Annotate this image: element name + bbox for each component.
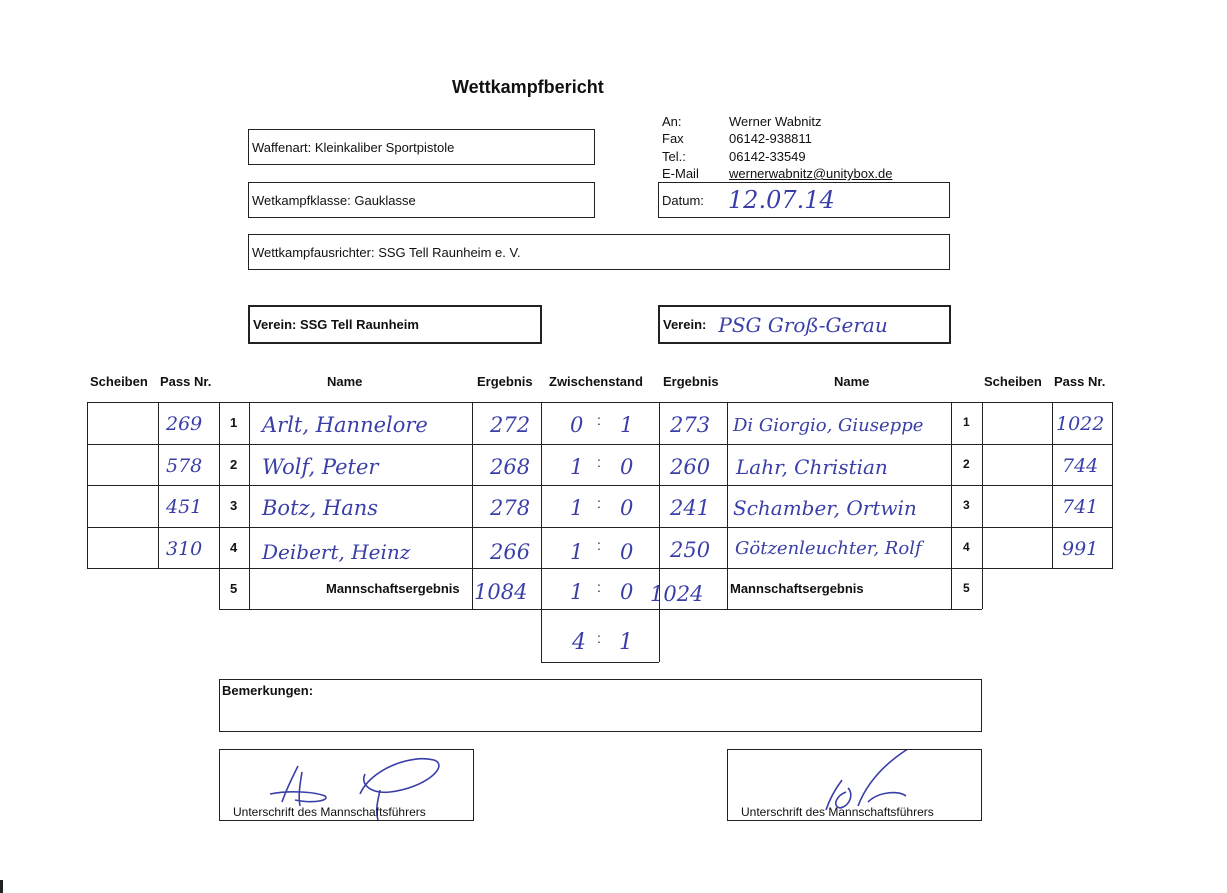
team-ergebnis-left: 1084 bbox=[474, 580, 528, 604]
grid-line bbox=[541, 662, 659, 663]
zwischenstand-left: 0 bbox=[570, 413, 584, 437]
ergebnis-left: 268 bbox=[490, 455, 531, 479]
header-scheiben-left: Scheiben bbox=[90, 374, 148, 389]
ergebnis-right: 273 bbox=[670, 413, 711, 437]
header-pass-left: Pass Nr. bbox=[160, 374, 212, 389]
grid-line bbox=[659, 402, 660, 662]
waffenart-text: Waffenart: Kleinkaliber Sportpistole bbox=[252, 139, 455, 155]
ausrichter-field bbox=[248, 234, 950, 270]
name-right: Di Giorgio, Giuseppe bbox=[733, 415, 924, 436]
grid-line bbox=[87, 402, 1113, 403]
klasse-field bbox=[248, 182, 595, 218]
zwischenstand-right: 0 bbox=[620, 496, 634, 520]
name-right: Götzenleuchter, Rolf bbox=[735, 538, 922, 559]
zwischenstand-right: 1 bbox=[620, 413, 634, 437]
team-zwischenstand-right: 0 bbox=[620, 580, 634, 604]
bemerkungen-label: Bemerkungen: bbox=[222, 683, 314, 698]
ergebnis-left: 266 bbox=[490, 540, 531, 564]
team-row-number: 5 bbox=[230, 581, 238, 596]
fax-label: Fax bbox=[662, 131, 684, 146]
team-label-right: Mannschaftsergebnis bbox=[730, 581, 864, 596]
header-name-right: Name bbox=[834, 374, 870, 389]
grid-line bbox=[158, 402, 159, 568]
verein-left-box bbox=[248, 305, 542, 344]
klasse-text: Wetkampfklasse: Gauklasse bbox=[252, 192, 416, 208]
ergebnis-left: 272 bbox=[490, 413, 531, 437]
ausrichter-text: Wettkampfausrichter: SSG Tell Raunheim e. V. bbox=[252, 244, 521, 260]
row-number-right: 2 bbox=[963, 457, 970, 471]
zwischenstand-right: 0 bbox=[620, 540, 634, 564]
team-zwischenstand-left: 1 bbox=[570, 580, 584, 604]
ergebnis-right: 241 bbox=[670, 496, 711, 520]
team-row-number-right: 5 bbox=[963, 581, 970, 595]
grid-line bbox=[87, 485, 1113, 486]
pass-right: 744 bbox=[1062, 455, 1099, 477]
pass-left: 451 bbox=[166, 496, 203, 518]
bemerkungen-box bbox=[219, 679, 982, 732]
grid-line bbox=[541, 402, 542, 662]
tel-label: Tel.: bbox=[662, 149, 686, 164]
name-right: Schamber, Ortwin bbox=[733, 496, 917, 520]
name-left: Wolf, Peter bbox=[262, 455, 379, 479]
grid-line bbox=[87, 444, 1113, 445]
score-colon: : bbox=[597, 495, 601, 511]
final-score-left: 4 bbox=[572, 630, 586, 655]
row-number-right: 1 bbox=[963, 415, 970, 429]
zwischenstand-left: 1 bbox=[570, 540, 584, 564]
datum-value: 12.07.14 bbox=[727, 186, 835, 214]
score-colon: : bbox=[597, 537, 601, 553]
pass-left: 578 bbox=[166, 455, 203, 477]
signature-label-left: Unterschrift des Mannschaftsführers bbox=[233, 805, 426, 819]
ergebnis-right: 250 bbox=[670, 538, 711, 562]
signature-box-left bbox=[219, 749, 474, 821]
grid-line bbox=[87, 568, 1113, 569]
datum-label: Datum: bbox=[662, 192, 704, 208]
grid-line bbox=[249, 402, 250, 609]
name-left: Deibert, Heinz bbox=[262, 540, 411, 564]
grid-line bbox=[951, 402, 952, 609]
fax-value: 06142-938811 bbox=[729, 131, 812, 146]
verein-right-label: Verein: bbox=[663, 317, 707, 332]
header-scheiben-right: Scheiben bbox=[984, 374, 1042, 389]
grid-line bbox=[219, 609, 982, 610]
row-number: 2 bbox=[230, 457, 238, 472]
header-ergebnis-left: Ergebnis bbox=[477, 374, 533, 389]
verein-left-text: Verein: SSG Tell Raunheim bbox=[253, 317, 419, 332]
ergebnis-left: 278 bbox=[490, 496, 531, 520]
pass-right: 741 bbox=[1062, 496, 1099, 518]
team-ergebnis-right: 1024 bbox=[650, 582, 704, 606]
grid-line bbox=[1052, 402, 1053, 568]
row-number: 1 bbox=[230, 415, 238, 430]
an-value: Werner Wabnitz bbox=[729, 114, 822, 129]
ergebnis-right: 260 bbox=[670, 455, 711, 479]
header-name-left: Name bbox=[327, 374, 363, 389]
grid-line bbox=[982, 402, 983, 609]
email-link[interactable]: wernerwabnitz@unitybox.de bbox=[729, 166, 893, 181]
score-colon: : bbox=[597, 630, 601, 646]
grid-line bbox=[219, 402, 220, 609]
name-left: Botz, Hans bbox=[262, 496, 379, 520]
final-score-right: 1 bbox=[619, 630, 633, 655]
score-colon: : bbox=[597, 579, 601, 595]
grid-line bbox=[87, 527, 1113, 528]
verein-right-box bbox=[658, 305, 951, 344]
header-ergebnis-right: Ergebnis bbox=[663, 374, 719, 389]
header-zwischenstand: Zwischenstand bbox=[549, 374, 643, 389]
grid-line bbox=[727, 402, 728, 609]
pass-right: 991 bbox=[1062, 538, 1099, 560]
pass-left: 310 bbox=[166, 538, 203, 560]
zwischenstand-left: 1 bbox=[570, 455, 584, 479]
row-number-right: 3 bbox=[963, 498, 970, 512]
zwischenstand-left: 1 bbox=[570, 496, 584, 520]
header-pass-right: Pass Nr. bbox=[1054, 374, 1106, 389]
name-right: Lahr, Christian bbox=[736, 455, 888, 479]
row-number-right: 4 bbox=[963, 540, 970, 554]
row-number: 3 bbox=[230, 498, 238, 513]
page-title: Wettkampfbericht bbox=[452, 77, 604, 97]
scan-mark bbox=[0, 880, 3, 893]
datum-field bbox=[658, 182, 950, 218]
score-colon: : bbox=[597, 412, 601, 428]
zwischenstand-right: 0 bbox=[620, 455, 634, 479]
grid-line bbox=[1112, 402, 1113, 568]
verein-right-value: PSG Groß-Gerau bbox=[718, 312, 888, 337]
grid-line bbox=[472, 402, 473, 609]
pass-right: 1022 bbox=[1056, 413, 1105, 435]
signature-label-right: Unterschrift des Mannschaftsführers bbox=[741, 805, 934, 819]
tel-value: 06142-33549 bbox=[729, 149, 806, 164]
row-number: 4 bbox=[230, 540, 238, 555]
pass-left: 269 bbox=[166, 413, 203, 435]
team-label-left: Mannschaftsergebnis bbox=[326, 581, 460, 596]
waffenart-field bbox=[248, 129, 595, 165]
score-colon: : bbox=[597, 454, 601, 470]
grid-line bbox=[87, 402, 88, 568]
an-label: An: bbox=[662, 114, 682, 129]
name-left: Arlt, Hannelore bbox=[262, 413, 428, 437]
signature-box-right bbox=[727, 749, 982, 821]
email-label: E-Mail bbox=[662, 166, 699, 181]
